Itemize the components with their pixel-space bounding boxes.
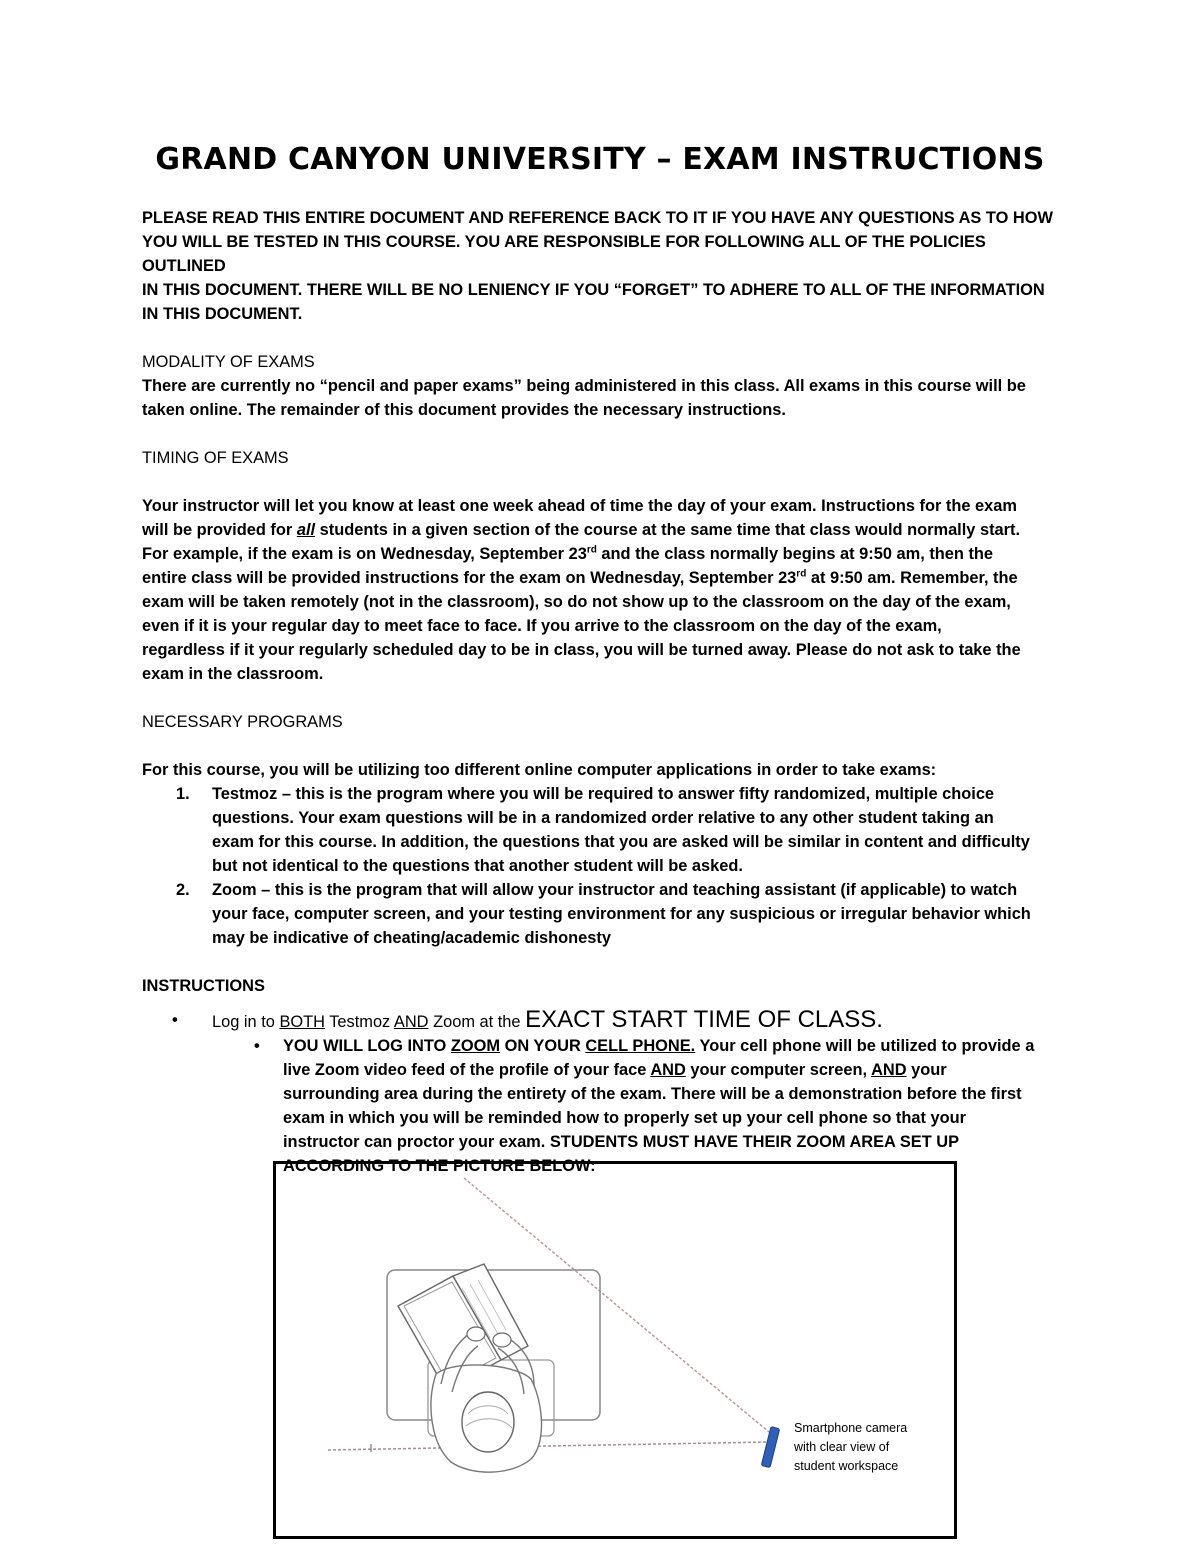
bullet-dot: •: [254, 1037, 260, 1055]
ordinal-suffix: rd: [796, 568, 807, 580]
emphasis-both: BOTH: [279, 1013, 325, 1031]
timing-heading: TIMING OF EXAMS: [142, 449, 289, 467]
text-run: your computer screen,: [685, 1061, 872, 1079]
intro-line: IN THIS DOCUMENT.: [142, 305, 303, 323]
timing-line: even if it is your regular day to meet face to face. If you arrive to the classroom on the day of the exam,: [142, 617, 942, 635]
timing-line: regardless if it your regularly scheduled day to be in class, you will be turned away. Please do not ask to take the: [142, 641, 1021, 659]
list-item: [142, 878, 1062, 950]
modality-line: There are currently no “pencil and paper exams” being administered in this class. All exams in this course will be: [142, 377, 1026, 395]
bullet-line: [283, 1058, 1062, 1082]
bullet-cell-phone: [142, 1034, 1062, 1178]
list-item-line: may be indicative of cheating/academic dishonesty: [212, 929, 611, 947]
caption-line: Smartphone camera: [794, 1421, 908, 1435]
text-run: YOU WILL LOG INTO: [283, 1037, 451, 1055]
caption-line: with clear view of: [794, 1440, 890, 1454]
smartphone-icon: [761, 1427, 779, 1468]
bullet-dot: •: [172, 1011, 178, 1029]
text-run: Testmoz: [324, 1013, 394, 1031]
document-body: [142, 206, 1062, 1178]
bullet-line: surrounding area during the entirety of the exam. There will be a demonstration before the first: [283, 1085, 1022, 1103]
timing-line: [142, 542, 1062, 566]
camera-baseline: [328, 1442, 769, 1450]
bullet-line: ACCORDING TO THE PICTURE BELOW:: [283, 1157, 596, 1175]
list-item-line: exam for this course. In addition, the questions that you are asked will be similar in content and difficulty: [212, 833, 1030, 851]
text-run: and the class normally begins at 9:50 am, then the: [596, 545, 994, 563]
list-item-line: but not identical to the questions that another student will be asked.: [212, 857, 743, 875]
programs-section: [142, 710, 1062, 950]
modality-line: taken online. The remainder of this document provides the necessary instructions.: [142, 401, 786, 419]
modality-section: [142, 350, 1062, 422]
text-run: ON YOUR: [500, 1037, 586, 1055]
bullet-login: [142, 1008, 1062, 1034]
ordinal-suffix: rd: [586, 544, 597, 556]
list-item-line: Zoom – this is the program that will allow your instructor and teaching assistant (if applicable) to watch: [212, 881, 1018, 899]
programs-lead: For this course, you will be utilizing too different online computer applications in order to take exams:: [142, 761, 937, 779]
list-item: [142, 782, 1062, 878]
instructions-heading: INSTRUCTIONS: [142, 977, 265, 995]
programs-list: [142, 782, 1062, 950]
timing-line: Your instructor will let you know at least one week ahead of time the day of your exam. Instructions for the exam: [142, 497, 1017, 515]
page-title: GRAND CANYON UNIVERSITY – EXAM INSTRUCTIONS: [155, 142, 1045, 177]
timing-line: exam will be taken remotely (not in the classroom), so do not show up to the classroom on the day of the exam,: [142, 593, 1011, 611]
text-run: Log in to: [212, 1013, 280, 1031]
emphasis-all: all: [296, 521, 316, 539]
timing-line: [142, 518, 1062, 542]
emphasis-zoom: ZOOM: [450, 1037, 501, 1055]
text-run: Zoom at the: [428, 1013, 526, 1031]
text-run: entire class will be provided instructions for the exam on Wednesday, September 23: [142, 569, 797, 587]
bullet-line: [283, 1034, 1062, 1058]
figure-caption: [794, 1419, 954, 1476]
text-run: Your cell phone will be utilized to provide a: [695, 1037, 1035, 1055]
instructions-section: [142, 974, 1062, 1178]
caption-line: student workspace: [794, 1459, 899, 1473]
list-item-line: questions. Your exam questions will be in a randomized order relative to any other student taking an: [212, 809, 994, 827]
bullet-line: exam in which you will be reminded how to properly set up your cell phone so that your: [283, 1109, 967, 1127]
timing-line: [142, 566, 1062, 590]
list-number: 2.: [176, 881, 190, 899]
emphasis-and: AND: [871, 1061, 907, 1079]
emphasis-and: AND: [393, 1013, 429, 1031]
text-run: will be provided for: [142, 521, 297, 539]
text-run: For example, if the exam is on Wednesday, September 23: [142, 545, 587, 563]
emphasis-cell-phone: CELL PHONE.: [585, 1037, 696, 1055]
bullet-line: instructor can proctor your exam. STUDENTS MUST HAVE THEIR ZOOM AREA SET UP: [283, 1133, 960, 1151]
timing-line: exam in the classroom.: [142, 665, 324, 683]
list-item-line: your face, computer screen, and your testing environment for any suspicious or irregular behavior which: [212, 905, 1031, 923]
emphasis-and: AND: [650, 1061, 686, 1079]
text-run: live Zoom video feed of the profile of your face: [283, 1061, 651, 1079]
modality-heading: MODALITY OF EXAMS: [142, 353, 315, 371]
intro-line: YOU WILL BE TESTED IN THIS COURSE. YOU ARE RESPONSIBLE FOR FOLLOWING ALL OF THE POLICIES OUTLINED: [142, 233, 986, 275]
programs-heading: NECESSARY PROGRAMS: [142, 713, 343, 731]
intro-paragraph: [142, 206, 1062, 326]
workspace-illustration: [276, 1164, 954, 1536]
intro-line: PLEASE READ THIS ENTIRE DOCUMENT AND REFERENCE BACK TO IT IF YOU HAVE ANY QUESTIONS AS TO HOW: [142, 209, 1053, 227]
intro-line: IN THIS DOCUMENT. THERE WILL BE NO LENIENCY IF YOU “FORGET” TO ADHERE TO ALL OF THE INFORMATION: [142, 281, 1045, 299]
list-item-line: Testmoz – this is the program where you will be required to answer fifty randomized, multiple choice: [212, 785, 995, 803]
workspace-setup-figure: [273, 1161, 957, 1539]
emphasis-start-time: EXACT START TIME OF CLASS.: [525, 1006, 883, 1033]
list-number: 1.: [176, 785, 190, 803]
text-run: at 9:50 am. Remember, the: [806, 569, 1018, 587]
timing-section: [142, 446, 1062, 686]
text-run: students in a given section of the course at the same time that class would normally start.: [315, 521, 1021, 539]
text-run: your: [906, 1061, 947, 1079]
